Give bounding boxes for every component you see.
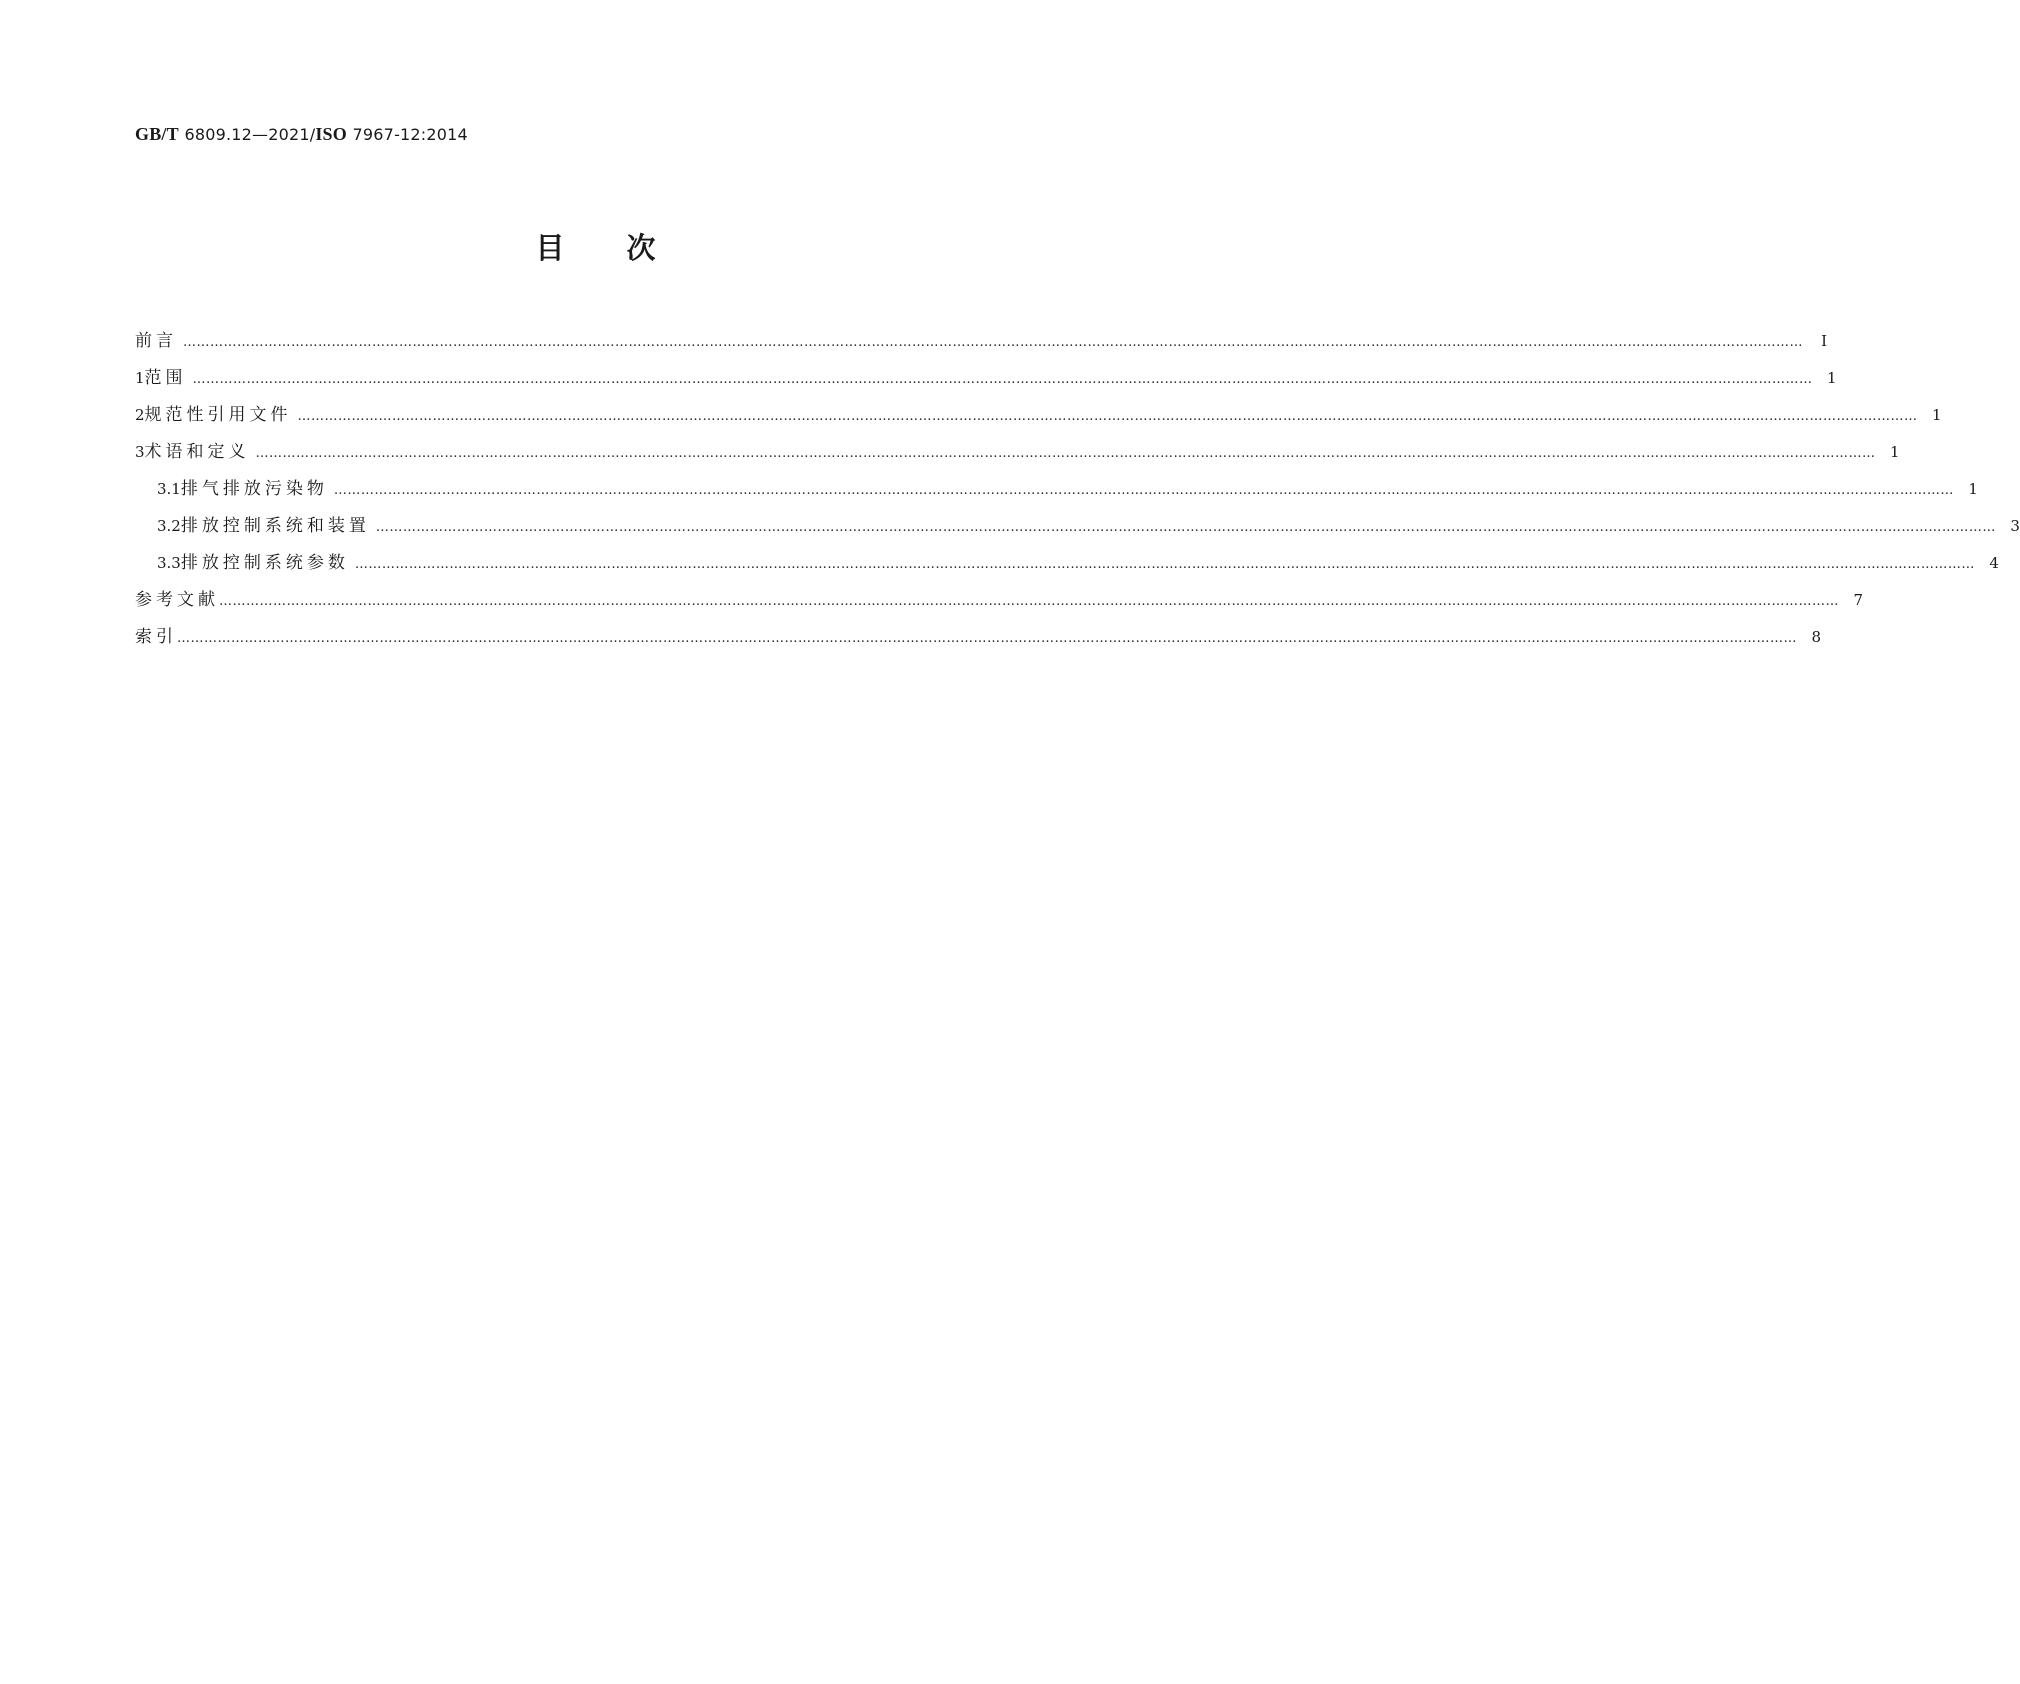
standard-code-iso: ISO (315, 124, 347, 144)
toc-entry-exhaust-pollutants[interactable] (135, 474, 1978, 511)
toc-entry-number: 3.3 (157, 554, 181, 572)
toc-dot-leader: ……………………………………………………………………………………………………………………………………………………………………………………………………………………………………………………………………………………………………………………………… (192, 372, 1813, 387)
toc-entry-emission-control-systems[interactable] (135, 511, 2020, 548)
toc-entry-emission-control-parameters[interactable] (135, 548, 1999, 585)
toc-entry-terms-definitions[interactable] (135, 437, 1900, 474)
toc-dot-leader: ……………………………………………………………………………………………………………………………………………………………………………………………………………………………………………………………………………………………………………………………… (255, 446, 1876, 461)
standard-code-gbt: GB/T (135, 124, 179, 144)
standard-code-header (135, 124, 468, 145)
toc-entry-label: 排放控制系统和装置 (180, 516, 370, 536)
toc-entry-label: 索引 (135, 627, 177, 647)
toc-page-number: 1 (1932, 406, 1942, 424)
toc-entry-number: 3 (135, 443, 145, 461)
toc-page-number: 3 (2010, 517, 2020, 535)
toc-entry-label: 排气排放污染物 (180, 479, 328, 499)
toc-page-number: 8 (1811, 628, 1821, 646)
toc-page-number: 1 (1890, 443, 1900, 461)
toc-dot-leader: ……………………………………………………………………………………………………………………………………………………………………………………………………………………………………………………………………………………………………………………………… (375, 520, 1996, 535)
page-title: 目次 (535, 231, 718, 265)
toc-page-number: 1 (1968, 480, 1978, 498)
toc-entry-scope[interactable] (135, 363, 1837, 400)
toc-dot-leader: ……………………………………………………………………………………………………………………………………………………………………………………………………………………………………………………………………………………………………………………………… (354, 557, 1975, 572)
toc-entry-bibliography[interactable] (135, 585, 1863, 622)
toc-entry-number: 3.1 (157, 480, 181, 498)
toc-page-number: 1 (1827, 369, 1837, 387)
toc-entry-number: 2 (135, 406, 145, 424)
toc-entry-number: 3.2 (157, 517, 181, 535)
toc-page-number: Ⅰ (1821, 332, 1827, 350)
toc-dot-leader: ……………………………………………………………………………………………………………………………………………………………………………………………………………………………………………………………………………………………………………………………… (333, 483, 1954, 498)
toc-dot-leader: ……………………………………………………………………………………………………………………………………………………………………………………………………………………………………………………………………………………………………………………………… (183, 335, 1803, 350)
toc-entry-foreword[interactable] (135, 326, 1827, 363)
toc-entry-normative-references[interactable] (135, 400, 1942, 437)
toc-page-number: 7 (1853, 591, 1863, 609)
toc-entry-label: 前言 (135, 331, 177, 351)
toc-entry-number: 1 (135, 369, 145, 387)
toc-entry-index[interactable] (135, 622, 1821, 659)
toc-entry-label: 术语和定义 (144, 442, 250, 462)
toc-page-number: 4 (1989, 554, 1999, 572)
toc-entry-label: 规范性引用文件 (144, 405, 292, 425)
toc-entry-label: 参考文献 (135, 590, 219, 610)
standard-code-gbt-number: 6809.12—2021/ (184, 125, 316, 144)
toc-dot-leader: ……………………………………………………………………………………………………………………………………………………………………………………………………………………………………………………………………………………………………………………………… (219, 594, 1839, 609)
toc-entry-label: 排放控制系统参数 (180, 553, 349, 573)
toc-dot-leader: ……………………………………………………………………………………………………………………………………………………………………………………………………………………………………………………………………………………………………………………………… (297, 409, 1918, 424)
toc-entry-label: 范围 (144, 368, 187, 388)
standard-code-iso-number: 7967-12:2014 (352, 125, 468, 144)
table-of-contents (135, 326, 2020, 659)
toc-dot-leader: ……………………………………………………………………………………………………………………………………………………………………………………………………………………………………………………………………………………………………………………………… (177, 631, 1797, 646)
